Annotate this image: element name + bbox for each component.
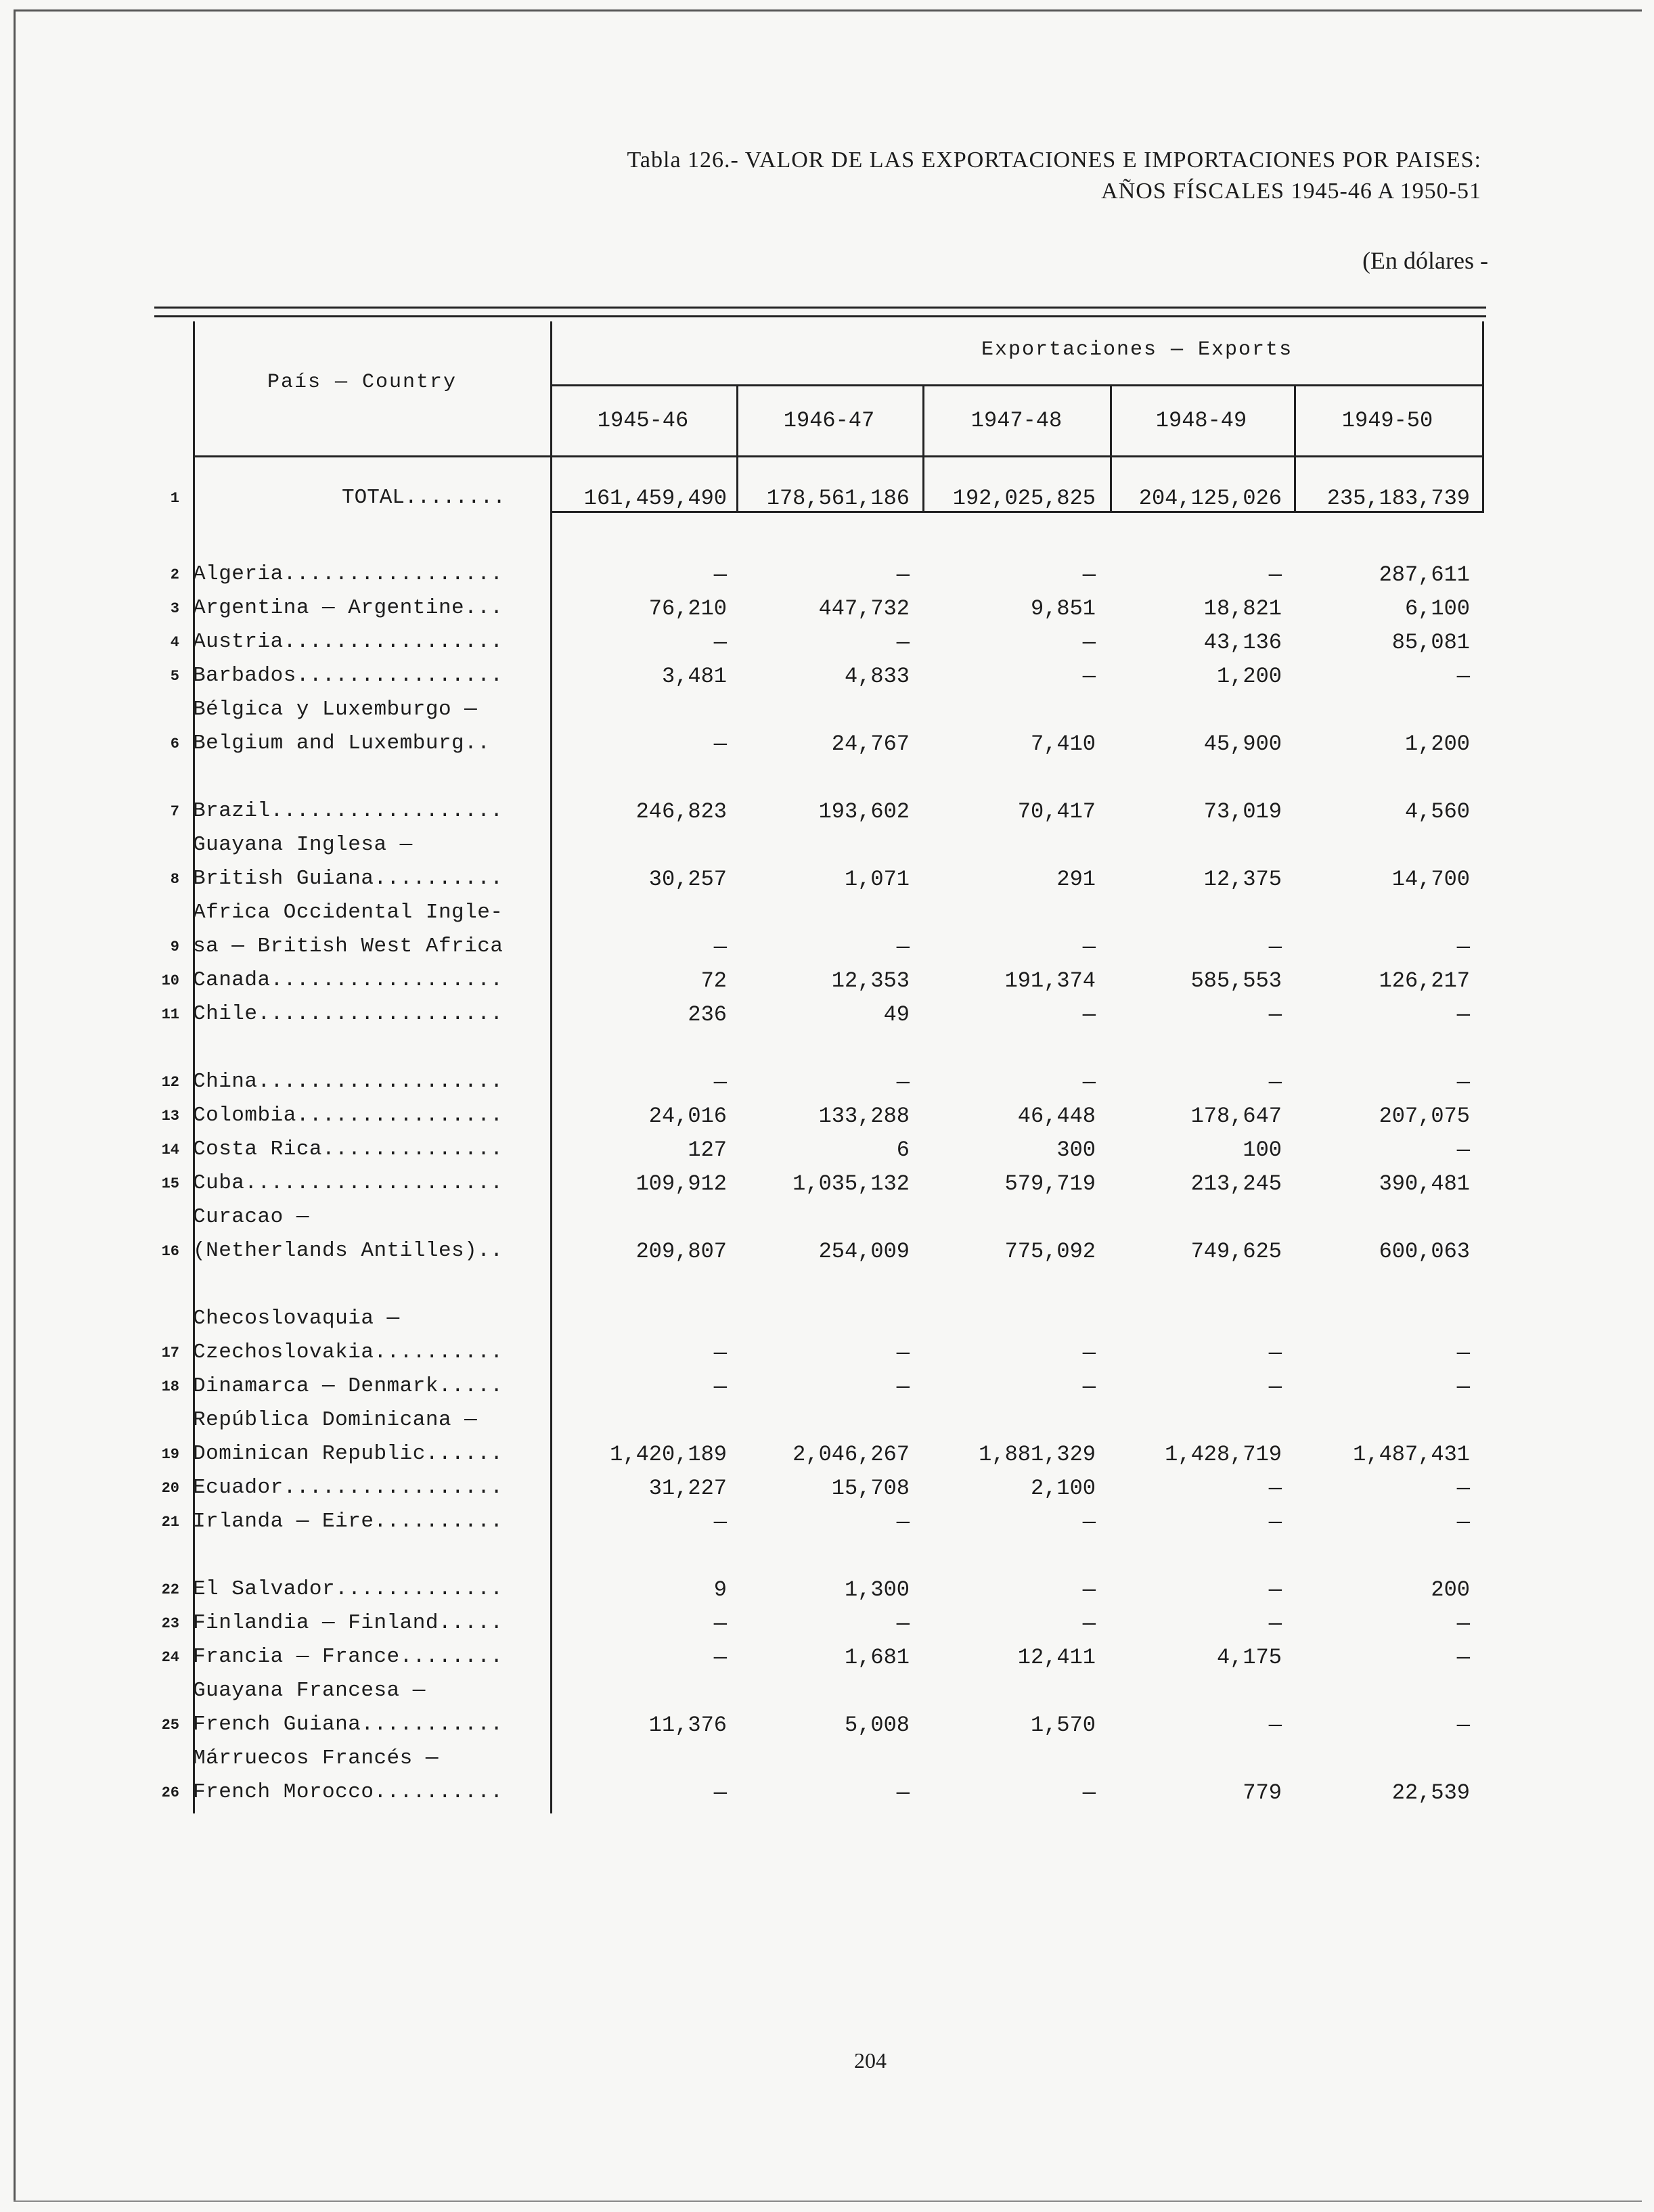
table-row bbox=[0, 694, 1654, 727]
country-name: sa — British West Africa bbox=[193, 934, 504, 958]
country-name: Argentina — Argentine... bbox=[193, 596, 504, 620]
page-border-bottom bbox=[14, 2200, 1642, 2202]
total-value: 204,125,026 bbox=[1138, 486, 1282, 511]
export-value: 447,732 bbox=[818, 596, 910, 621]
export-value: 191,374 bbox=[1004, 968, 1096, 993]
row-number: 11 bbox=[161, 1006, 179, 1023]
export-value: 579,719 bbox=[1004, 1171, 1096, 1196]
export-value: — bbox=[1082, 562, 1096, 587]
export-value: 14,700 bbox=[1391, 867, 1470, 892]
table-title-line1: Tabla 126.- VALOR DE LAS EXPORTACIONES E IMPORTACIONES POR PAISES: bbox=[627, 148, 1481, 173]
export-value: — bbox=[896, 1780, 910, 1805]
export-value: — bbox=[1456, 664, 1470, 689]
table-row bbox=[0, 1066, 1654, 1100]
row-number: 2 bbox=[170, 566, 179, 583]
export-value: 1,071 bbox=[844, 867, 910, 892]
row-number: 5 bbox=[170, 668, 179, 685]
export-value: 4,175 bbox=[1216, 1645, 1282, 1670]
export-value: 24,016 bbox=[648, 1104, 727, 1129]
country-name: Dominican Republic...... bbox=[193, 1442, 504, 1466]
export-value: 287,611 bbox=[1379, 562, 1470, 587]
export-value: 585,553 bbox=[1190, 968, 1282, 993]
row-number: 9 bbox=[170, 939, 179, 955]
export-value: — bbox=[1268, 1002, 1282, 1027]
export-value: 7,410 bbox=[1030, 731, 1096, 757]
export-value: 207,075 bbox=[1379, 1104, 1470, 1129]
table-row bbox=[0, 626, 1654, 660]
export-value: — bbox=[1268, 934, 1282, 960]
export-value: 1,681 bbox=[844, 1645, 910, 1670]
export-value: 236 bbox=[688, 1002, 727, 1027]
row-number: 13 bbox=[161, 1108, 179, 1125]
table-row bbox=[0, 795, 1654, 829]
export-value: — bbox=[713, 1340, 727, 1365]
export-value: — bbox=[1082, 1611, 1096, 1636]
table-top-rule bbox=[154, 307, 1486, 309]
country-name: Checoslovaquia — bbox=[193, 1307, 400, 1330]
export-value: — bbox=[1268, 1070, 1282, 1095]
export-value: — bbox=[1456, 1340, 1470, 1365]
table-row bbox=[0, 1370, 1654, 1404]
export-value: 254,009 bbox=[818, 1239, 910, 1264]
export-value: 1,487,431 bbox=[1353, 1442, 1470, 1467]
table-row bbox=[0, 1641, 1654, 1675]
row-number: 6 bbox=[170, 736, 179, 752]
country-name: República Dominicana — bbox=[193, 1408, 478, 1432]
table-row bbox=[0, 863, 1654, 897]
export-value: 5,008 bbox=[844, 1713, 910, 1738]
table-title-line2: AÑOS FÍSCALES 1945-46 A 1950-51 bbox=[1101, 179, 1481, 204]
page-border-top bbox=[14, 9, 1642, 12]
row-number: 20 bbox=[161, 1480, 179, 1497]
export-value: — bbox=[1268, 562, 1282, 587]
export-value: — bbox=[1456, 1374, 1470, 1399]
export-value: 85,081 bbox=[1391, 630, 1470, 655]
row-number: 7 bbox=[170, 803, 179, 820]
row-number: 25 bbox=[161, 1717, 179, 1734]
export-value: 49 bbox=[883, 1002, 910, 1027]
country-name: Francia — France........ bbox=[193, 1645, 504, 1669]
country-name: Finlandia — Finland..... bbox=[193, 1611, 504, 1635]
year-header: 1948-49 bbox=[1155, 408, 1247, 433]
row-number: 23 bbox=[161, 1615, 179, 1632]
country-name: Canada.................. bbox=[193, 968, 504, 992]
country-name: Algeria................. bbox=[193, 562, 504, 586]
country-name: Africa Occidental Ingle- bbox=[193, 901, 504, 924]
export-value: — bbox=[1268, 1577, 1282, 1602]
table-row bbox=[0, 930, 1654, 964]
export-value: 4,833 bbox=[844, 664, 910, 689]
export-value: 22,539 bbox=[1391, 1780, 1470, 1805]
country-name: Ecuador................. bbox=[193, 1476, 504, 1499]
year-header: 1945-46 bbox=[597, 408, 689, 433]
export-value: 70,417 bbox=[1017, 799, 1096, 824]
export-value: — bbox=[1268, 1476, 1282, 1501]
export-value: 209,807 bbox=[635, 1239, 727, 1264]
export-value: — bbox=[1082, 664, 1096, 689]
export-value: 46,448 bbox=[1017, 1104, 1096, 1129]
country-name: Barbados................ bbox=[193, 664, 504, 687]
table-row bbox=[0, 1235, 1654, 1269]
export-value: — bbox=[896, 1374, 910, 1399]
row-number: 19 bbox=[161, 1446, 179, 1463]
export-value: — bbox=[713, 1510, 727, 1535]
export-value: — bbox=[1456, 1070, 1470, 1095]
header-bottom-rule bbox=[193, 455, 1484, 457]
export-value: 73,019 bbox=[1203, 799, 1282, 824]
export-value: — bbox=[1082, 1070, 1096, 1095]
export-value: — bbox=[1082, 1374, 1096, 1399]
country-name: El Salvador............. bbox=[193, 1577, 504, 1601]
table-row bbox=[0, 1303, 1654, 1336]
row-number: 21 bbox=[161, 1514, 179, 1531]
export-value: — bbox=[896, 630, 910, 655]
table-row bbox=[0, 1100, 1654, 1133]
export-value: 9,851 bbox=[1030, 596, 1096, 621]
country-name: Bélgica y Luxemburgo — bbox=[193, 698, 478, 721]
table-row bbox=[0, 829, 1654, 863]
total-value: 235,183,739 bbox=[1326, 486, 1470, 511]
exports-column-header: Exportaciones — Exports bbox=[981, 338, 1293, 361]
export-value: 76,210 bbox=[648, 596, 727, 621]
export-value: — bbox=[1456, 1713, 1470, 1738]
country-name: Austria................. bbox=[193, 630, 504, 654]
country-name: Curacao — bbox=[193, 1205, 309, 1229]
export-value: 213,245 bbox=[1190, 1171, 1282, 1196]
export-value: — bbox=[713, 562, 727, 587]
total-label: TOTAL........ bbox=[342, 486, 506, 510]
export-value: 2,100 bbox=[1030, 1476, 1096, 1501]
row-number: 12 bbox=[161, 1074, 179, 1091]
export-value: 127 bbox=[688, 1137, 727, 1163]
table-row bbox=[0, 1506, 1654, 1539]
table-row bbox=[0, 592, 1654, 626]
export-value: — bbox=[713, 934, 727, 960]
export-value: — bbox=[1456, 1137, 1470, 1163]
export-value: 779 bbox=[1243, 1780, 1282, 1805]
export-value: 390,481 bbox=[1379, 1171, 1470, 1196]
row-number: 26 bbox=[161, 1784, 179, 1801]
export-value: — bbox=[713, 1611, 727, 1636]
country-name: British Guiana.......... bbox=[193, 867, 504, 890]
export-value: — bbox=[1082, 1002, 1096, 1027]
export-value: 1,428,719 bbox=[1165, 1442, 1282, 1467]
country-name: French Morocco.......... bbox=[193, 1780, 504, 1804]
export-value: 3,481 bbox=[661, 664, 727, 689]
year-header: 1949-50 bbox=[1341, 408, 1433, 433]
total-value: 178,561,186 bbox=[766, 486, 910, 511]
export-value: 4,560 bbox=[1404, 799, 1470, 824]
row-number: 24 bbox=[161, 1649, 179, 1666]
country-name: Belgium and Luxemburg.. bbox=[193, 731, 491, 755]
export-value: — bbox=[1456, 1510, 1470, 1535]
table-row bbox=[0, 1742, 1654, 1776]
table-row bbox=[0, 1438, 1654, 1472]
export-value: — bbox=[713, 1070, 727, 1095]
total-value: 161,459,490 bbox=[583, 486, 727, 511]
export-value: — bbox=[1082, 1780, 1096, 1805]
table-row bbox=[0, 1709, 1654, 1742]
export-value: 133,288 bbox=[818, 1104, 910, 1129]
table-row bbox=[0, 660, 1654, 694]
export-value: — bbox=[896, 1510, 910, 1535]
row-number: 22 bbox=[161, 1581, 179, 1598]
export-value: — bbox=[1456, 934, 1470, 960]
table-row bbox=[0, 964, 1654, 998]
country-name: Czechoslovakia.......... bbox=[193, 1340, 504, 1364]
export-value: 1,570 bbox=[1030, 1713, 1096, 1738]
export-value: 1,035,132 bbox=[792, 1171, 910, 1196]
country-name: Brazil.................. bbox=[193, 799, 504, 823]
export-value: — bbox=[1082, 934, 1096, 960]
export-value: 12,353 bbox=[831, 968, 910, 993]
table-row bbox=[0, 1607, 1654, 1641]
export-value: 72 bbox=[700, 968, 727, 993]
country-name: French Guiana........... bbox=[193, 1713, 504, 1736]
export-value: 6 bbox=[896, 1137, 910, 1163]
table-row bbox=[0, 727, 1654, 761]
country-name: (Netherlands Antilles).. bbox=[193, 1239, 504, 1263]
export-value: 12,411 bbox=[1017, 1645, 1096, 1670]
export-value: 1,200 bbox=[1216, 664, 1282, 689]
table-row bbox=[0, 1776, 1654, 1810]
export-value: 1,420,189 bbox=[610, 1442, 727, 1467]
export-value: — bbox=[896, 1070, 910, 1095]
export-value: 246,823 bbox=[635, 799, 727, 824]
export-value: 12,375 bbox=[1203, 867, 1282, 892]
export-value: 45,900 bbox=[1203, 731, 1282, 757]
export-value: — bbox=[896, 1340, 910, 1365]
export-value: — bbox=[1456, 1611, 1470, 1636]
export-value: 24,767 bbox=[831, 731, 910, 757]
country-name: Márruecos Francés — bbox=[193, 1746, 439, 1770]
country-column-header: País — Country bbox=[267, 371, 457, 394]
table-row bbox=[0, 1472, 1654, 1506]
year-header: 1946-47 bbox=[783, 408, 875, 433]
export-value: 193,602 bbox=[818, 799, 910, 824]
table-row bbox=[0, 1167, 1654, 1201]
export-value: 43,136 bbox=[1203, 630, 1282, 655]
export-value: 9 bbox=[713, 1577, 727, 1602]
export-value: 126,217 bbox=[1379, 968, 1470, 993]
export-value: 18,821 bbox=[1203, 596, 1282, 621]
row-number: 14 bbox=[161, 1142, 179, 1158]
export-value: — bbox=[1456, 1476, 1470, 1501]
export-value: 11,376 bbox=[648, 1713, 727, 1738]
table-row bbox=[0, 998, 1654, 1032]
units-note: (En dólares - bbox=[1362, 247, 1488, 274]
export-value: 1,300 bbox=[844, 1577, 910, 1602]
year-header-rule bbox=[550, 384, 1484, 386]
row-number: 15 bbox=[161, 1175, 179, 1192]
total-value: 192,025,825 bbox=[952, 486, 1096, 511]
row-number: 8 bbox=[170, 871, 179, 888]
export-value: — bbox=[1268, 1374, 1282, 1399]
country-name: Chile................... bbox=[193, 1002, 504, 1026]
table-row bbox=[0, 1201, 1654, 1235]
export-value: 30,257 bbox=[648, 867, 727, 892]
row-number: 3 bbox=[170, 600, 179, 617]
export-value: — bbox=[1268, 1510, 1282, 1535]
table-row bbox=[0, 1675, 1654, 1709]
table-row bbox=[0, 558, 1654, 592]
table-row bbox=[0, 1404, 1654, 1438]
page-number: 204 bbox=[854, 2048, 887, 2073]
export-value: — bbox=[713, 1780, 727, 1805]
table-row bbox=[0, 1573, 1654, 1607]
export-value: 1,200 bbox=[1404, 731, 1470, 757]
export-value: — bbox=[1268, 1340, 1282, 1365]
export-value: — bbox=[713, 731, 727, 757]
export-value: 291 bbox=[1056, 867, 1096, 892]
export-value: — bbox=[1268, 1713, 1282, 1738]
export-value: 109,912 bbox=[635, 1171, 727, 1196]
export-value: — bbox=[896, 1611, 910, 1636]
country-name: Costa Rica.............. bbox=[193, 1137, 504, 1161]
export-value: 775,092 bbox=[1004, 1239, 1096, 1264]
country-name: Colombia................ bbox=[193, 1104, 504, 1127]
row-number: 10 bbox=[161, 972, 179, 989]
export-value: — bbox=[896, 934, 910, 960]
country-name: Irlanda — Eire.......... bbox=[193, 1510, 504, 1533]
export-value: — bbox=[713, 1374, 727, 1399]
export-value: — bbox=[1082, 1577, 1096, 1602]
export-value: 178,647 bbox=[1190, 1104, 1282, 1129]
export-value: — bbox=[1082, 1510, 1096, 1535]
export-value: — bbox=[1456, 1002, 1470, 1027]
export-value: 600,063 bbox=[1379, 1239, 1470, 1264]
export-value: 300 bbox=[1056, 1137, 1096, 1163]
year-header: 1947-48 bbox=[970, 408, 1063, 433]
row-number: 16 bbox=[161, 1243, 179, 1260]
row-number: 4 bbox=[170, 634, 179, 651]
export-value: 6,100 bbox=[1404, 596, 1470, 621]
row-number: 18 bbox=[161, 1378, 179, 1395]
table-row bbox=[0, 1133, 1654, 1167]
export-value: 2,046,267 bbox=[792, 1442, 910, 1467]
export-value: — bbox=[1268, 1611, 1282, 1636]
export-value: 31,227 bbox=[648, 1476, 727, 1501]
table-row bbox=[0, 1336, 1654, 1370]
row-number: 1 bbox=[170, 490, 179, 507]
table-row bbox=[0, 897, 1654, 930]
export-value: — bbox=[713, 630, 727, 655]
export-value: — bbox=[896, 562, 910, 587]
export-value: 749,625 bbox=[1190, 1239, 1282, 1264]
export-value: — bbox=[1456, 1645, 1470, 1670]
export-value: 15,708 bbox=[831, 1476, 910, 1501]
export-value: 1,881,329 bbox=[979, 1442, 1096, 1467]
export-value: — bbox=[1082, 630, 1096, 655]
country-name: Dinamarca — Denmark..... bbox=[193, 1374, 504, 1398]
country-name: China................... bbox=[193, 1070, 504, 1093]
export-value: 100 bbox=[1243, 1137, 1282, 1163]
total-row bbox=[0, 482, 1654, 516]
export-value: — bbox=[1082, 1340, 1096, 1365]
country-name: Guayana Inglesa — bbox=[193, 833, 413, 857]
export-value: 200 bbox=[1431, 1577, 1470, 1602]
table-top-rule-inner bbox=[154, 315, 1486, 317]
country-name: Cuba.................... bbox=[193, 1171, 504, 1195]
export-value: — bbox=[713, 1645, 727, 1670]
row-number: 17 bbox=[161, 1345, 179, 1361]
country-name: Guayana Francesa — bbox=[193, 1679, 426, 1702]
